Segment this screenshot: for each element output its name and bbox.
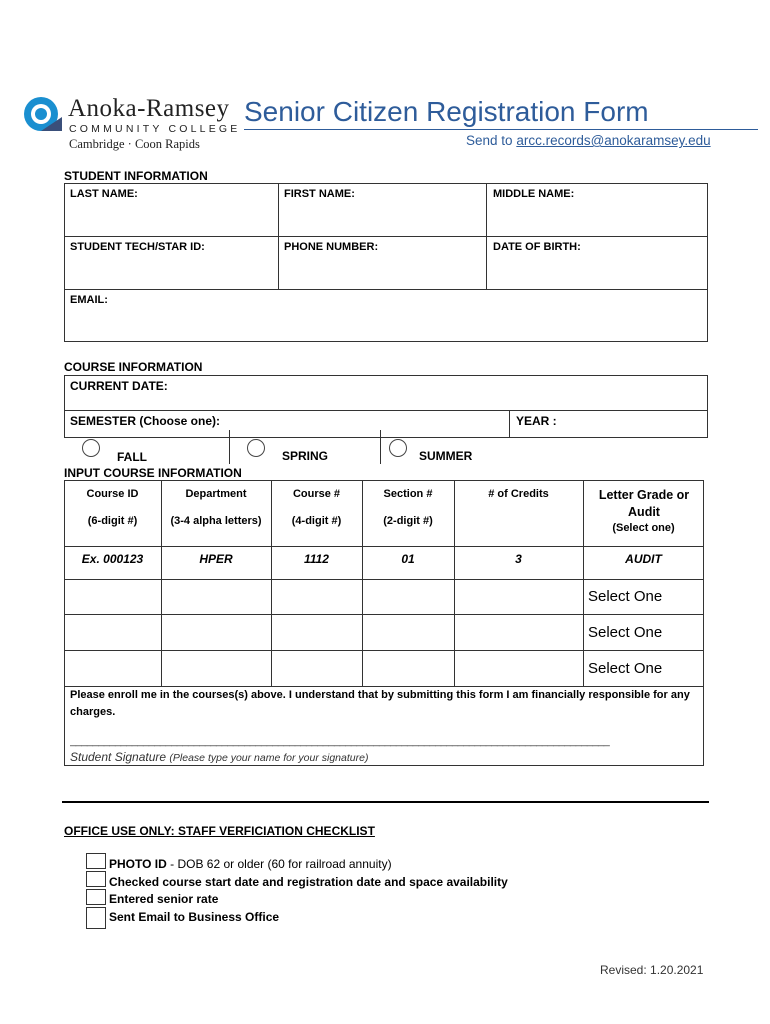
dob-field[interactable] (487, 237, 707, 288)
header-department-hint: (3-4 alpha letters) (170, 515, 262, 527)
email-label: EMAIL: (70, 294, 108, 306)
example-course-number: 1112 (304, 552, 329, 566)
example-credits: 3 (515, 552, 522, 566)
input-course-heading: INPUT COURSE INFORMATION (64, 466, 242, 480)
acknowledgement-text: Please enroll me in the courses(s) above. I understand that by submitting this form I am financially responsible for any charges. (70, 689, 690, 718)
email-field[interactable] (65, 290, 707, 341)
header-section: Section # (383, 488, 433, 500)
header-grade-hint: (Select one) (612, 522, 675, 534)
first-name-field[interactable] (279, 184, 485, 235)
middle-name-field[interactable] (487, 184, 707, 235)
last-name-field[interactable] (65, 184, 277, 235)
section-input[interactable] (363, 651, 453, 686)
business-office-checkbox[interactable] (86, 907, 106, 929)
section-input[interactable] (363, 615, 453, 650)
senior-rate-checkbox[interactable] (86, 889, 106, 905)
senior-rate-item: Entered senior rate (109, 892, 219, 906)
photo-id-bold: PHOTO ID (109, 857, 167, 871)
example-section: 01 (401, 552, 415, 566)
course-date-item: Checked course start date and registration date and space availability (109, 875, 508, 889)
current-date-field[interactable] (64, 375, 708, 411)
course-id-input[interactable] (65, 615, 160, 650)
semester-option-divider (380, 430, 381, 464)
department-input[interactable] (162, 651, 270, 686)
fall-radio[interactable] (82, 439, 100, 457)
credits-input[interactable] (455, 615, 582, 650)
photo-id-rest: - DOB 62 or older (60 for railroad annuity) (166, 857, 392, 871)
course-info-heading: COURSE INFORMATION (64, 360, 203, 374)
send-to-email-link[interactable]: arcc.records@anokaramsey.edu (516, 133, 711, 148)
phone-label: PHONE NUMBER: (284, 241, 379, 253)
photo-id-checkbox[interactable] (86, 853, 106, 869)
last-name-label: LAST NAME: (70, 188, 138, 200)
signature-hint: (Please type your name for your signature) (169, 752, 369, 764)
header-credits: # of Credits (488, 488, 549, 500)
photo-id-item (109, 857, 392, 871)
example-department: HPER (199, 552, 233, 566)
course-number-input[interactable] (272, 651, 361, 686)
college-locations: Cambridge · Coon Rapids (69, 137, 200, 151)
signature-input[interactable]: ________________________________________________________________________________________________ (70, 735, 610, 747)
course-id-input[interactable] (65, 580, 160, 614)
send-to-prefix: Send to (466, 133, 513, 148)
example-course-id: Ex. 000123 (81, 552, 144, 566)
course-id-input[interactable] (65, 651, 160, 686)
revised-date: Revised: 1.20.2021 (600, 963, 704, 977)
section-input[interactable] (363, 580, 453, 614)
department-input[interactable] (162, 580, 270, 614)
credits-input[interactable] (455, 580, 582, 614)
college-logo-icon (22, 93, 64, 135)
header-grade: Letter Grade or Audit (598, 488, 690, 519)
current-date-label: CURRENT DATE: (70, 379, 168, 393)
course-col-divider (583, 480, 584, 686)
office-divider (62, 801, 709, 803)
course-row-divider (64, 546, 704, 547)
semester-label: SEMESTER (Choose one): (70, 414, 221, 428)
fall-label: FALL (117, 450, 147, 464)
grade-select[interactable]: Select One (588, 660, 663, 677)
tech-id-field[interactable] (65, 237, 277, 288)
summer-label: SUMMER (419, 449, 473, 463)
semester-option-divider (229, 430, 230, 464)
year-field[interactable] (510, 411, 707, 437)
summer-radio[interactable] (389, 439, 407, 457)
office-use-heading: OFFICE USE ONLY: STAFF VERFICIATION CHECKLIST (64, 824, 375, 838)
course-number-input[interactable] (272, 580, 361, 614)
header-course-number: Course # (292, 488, 341, 500)
student-info-heading: STUDENT INFORMATION (64, 169, 208, 183)
business-office-item: Sent Email to Business Office (109, 910, 280, 924)
title-underline (244, 129, 758, 130)
grade-select[interactable]: Select One (588, 624, 663, 641)
header-section-hint: (2-digit #) (383, 515, 433, 527)
credits-input[interactable] (455, 651, 582, 686)
tech-id-label: STUDENT TECH/STAR ID: (70, 241, 205, 253)
course-number-input[interactable] (272, 615, 361, 650)
send-to-line (466, 133, 711, 148)
spring-radio[interactable] (247, 439, 265, 457)
phone-field[interactable] (279, 237, 485, 288)
header-department: Department (185, 488, 247, 500)
header-course-id-hint: (6-digit #) (87, 515, 138, 527)
signature-label: Student Signature (70, 750, 167, 764)
dob-label: DATE OF BIRTH: (493, 241, 581, 253)
middle-name-label: MIDDLE NAME: (493, 188, 575, 200)
grade-select[interactable]: Select One (588, 588, 663, 605)
spring-label: SPRING (282, 449, 329, 463)
form-title: Senior Citizen Registration Form (244, 96, 649, 127)
example-grade: AUDIT (625, 552, 662, 566)
college-subtitle: COMMUNITY COLLEGE (69, 123, 241, 135)
college-name: Anoka-Ramsey (68, 95, 230, 122)
first-name-label: FIRST NAME: (284, 188, 355, 200)
course-date-checkbox[interactable] (86, 871, 106, 887)
header-course-number-hint: (4-digit #) (291, 515, 342, 527)
department-input[interactable] (162, 615, 270, 650)
header-course-id: Course ID (86, 488, 139, 500)
year-label: YEAR : (516, 414, 557, 428)
signature-caption (70, 750, 368, 764)
